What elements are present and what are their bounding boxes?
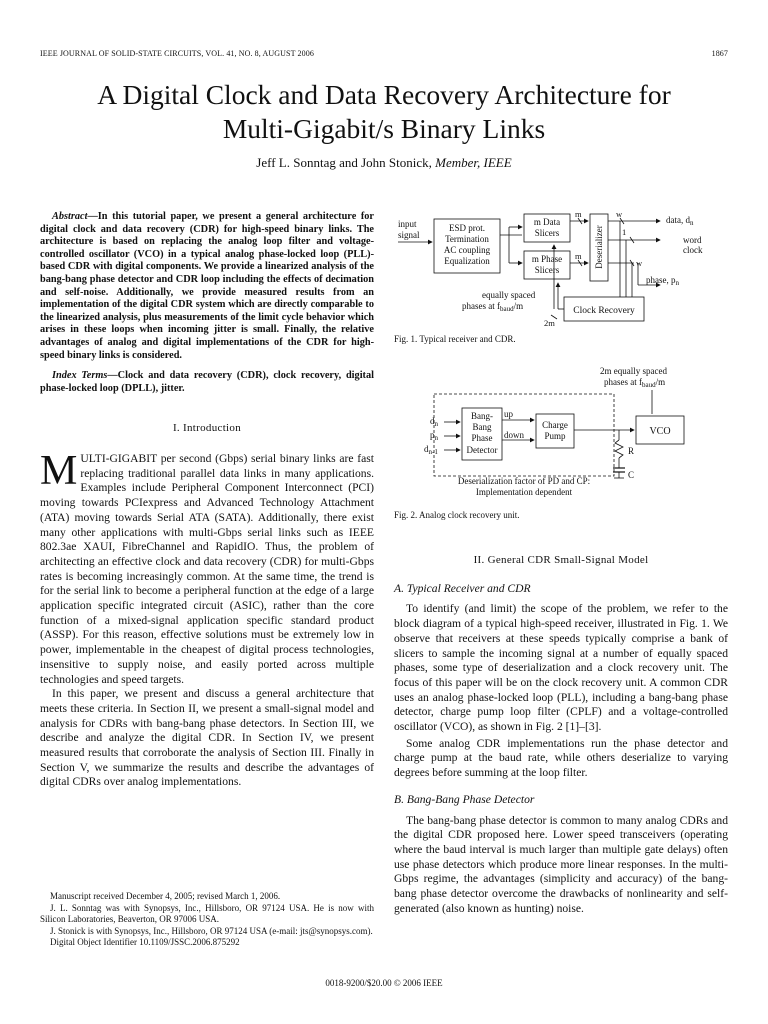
fig2-r: R — [628, 446, 635, 456]
section-2-heading: II. General CDR Small-Signal Model — [473, 554, 649, 566]
subsection-a-paragraph-2: Some analog CDR implementations run the phase detector and charge pump at the baud rate, while others deserialize to varying degrees before summing at the loop filter. — [394, 736, 728, 780]
footnote-received: Manuscript received December 4, 2005; revised March 1, 2006. — [50, 891, 281, 901]
fig2-bbpd-3: Phase — [471, 433, 493, 443]
fig1-out-word-clock-1: word — [683, 235, 702, 245]
fig1-data-slicers-1: m Data — [533, 217, 561, 227]
fig1-deserializer-label: Deserializer — [594, 225, 604, 269]
fig1-bus-m-mid: m — [575, 251, 582, 261]
index-terms-label: Index Terms — [52, 370, 108, 382]
fig1-out-word-clock-2: clock — [683, 245, 703, 255]
title-line-1: A Digital Clock and Data Recovery Architecture for — [97, 79, 671, 110]
subsection-b-paragraph-1: The bang-bang phase detector is common to many analog CDRs and the digital CDR proposed here. Lower speed transceivers (operating where the baud interval is much larger than multiple gate delays) often use phase detectors which produce more linear responses. In the multi-Gbps regime, the advantages (simplicity and accuracy) of the bang-bang phase detector overcome the drawbacks of nonlinearity and self-generated (also known as hunting) noise. — [394, 813, 728, 915]
fig1-bus-w-mid: w — [636, 258, 643, 268]
fig1-input-label-2: signal — [398, 230, 420, 240]
fig2-cp-2: Pump — [544, 431, 566, 441]
footnotes — [40, 891, 374, 949]
fig1-phases-at: phases at $f_{baud}/m$ — [462, 301, 524, 313]
intro-paragraph-1 — [40, 448, 374, 687]
fig1-bus-w-top: w — [616, 209, 623, 219]
fig2-top-label-2: phases at $f_{baud}/m$ — [604, 377, 666, 389]
figure-1-diagram — [394, 205, 728, 333]
fig1-esd-3: AC coupling — [443, 245, 491, 255]
authors — [40, 155, 728, 171]
footnote-stonick: J. Stonick is with Synopsys, Inc., Hillsboro, OR 97124 USA (e-mail: jts@synopsys.com). — [50, 925, 373, 936]
fig1-input-label-1: input — [398, 219, 417, 229]
fig1-bus-m-top: m — [575, 209, 582, 219]
fig2-vco-label: VCO — [649, 426, 671, 437]
fig1-bus-2m: 2m — [544, 318, 555, 328]
intro-paragraph-1-text: ULTI-GIGABIT per second (Gbps) serial binary links are fast replacing traditional parallel data links in many applications. Examples include Peripheral Component Interconnect (PCI) moving towards PCIexpress and Advanced Technology Attachment (ATA) moving towards Serial ATA (SATA). Additionally, there exist many other applications with multi-Gbps serial links such as IEEE 802.3ae XAUI, FibreChannel and RapidIO. Thus, the problem of architecting an effective clock and data recovery (CDR) for multi-Gbps rates is becoming increasingly common. At the same time, the trend is for the serial link to become a peripheral function at the edge of a large application specific integrated circuit (ASIC), rather than the core function of a mixed-signal application specific standard product (ASSP). For this reason, effective solutions must be extremely low in power, implementable in the cheapest of digital process technologies, insensitive to supply noise, and easily ported across multiple technologies and speed targets. — [40, 452, 374, 686]
fig1-phase-slicers-2: Slicers — [534, 265, 560, 275]
fig2-dashed-boundary — [434, 394, 614, 476]
author-names: Jeff L. Sonntag and John Stonick, — [256, 155, 432, 170]
fig2-deser-note-1: Deserialization factor of PD and CP: — [457, 476, 591, 486]
fig2-down: down — [504, 430, 524, 440]
fig2-bbpd-2: Bang — [472, 422, 492, 432]
index-terms: Index Terms—Clock and data recovery (CDR), clock recovery, digital phase-locked loop (DPLL), jitter. — [40, 370, 374, 394]
footnote-sonntag: J. L. Sonntag was with Synopsys, Inc., Hillsboro, OR 97124 USA. He is now with Silicon Laboratories, Beaverton, OR 97006 USA. — [40, 902, 374, 924]
fig1-esd-4: Equalization — [444, 256, 490, 266]
drop-cap: M — [40, 448, 78, 495]
fig1-phase-slicers-1: m Phase — [531, 254, 563, 264]
paper-title — [40, 78, 728, 146]
fig1-equally-spaced: equally spaced — [482, 290, 536, 300]
fig2-bbpd-1: Bang- — [471, 411, 493, 421]
fig2-in-p: $p_n$ — [430, 430, 438, 442]
fig1-bus-1: 1 — [622, 227, 627, 237]
abstract-label: Abstract — [52, 211, 88, 222]
abstract: Abstract—In this tutorial paper, we present a general architecture for digital clock and data recovery (CDR) for high-speed binary links. The architecture is based on replacing the analog loop filter and voltage-controlled oscillator (VCO) in a typical analog phase-locked loop (PLL)-based CDR with digital components. We provide a linearized analysis of the bang-bang phase detector and CDR loop including the effects of decimation and self-noise. Additionally, we provide measured results from an implementation of the digital CDR system which are directly comparable to the linearized analysis, plus measurements of the limit cycle behavior which arises in these loops when incoming jitter is small. Finally, the relative advantages of analog and digital implementations of the CDR for high-speed binary links is considered. — [40, 211, 374, 361]
fig2-top-label-1: 2m equally spaced — [600, 366, 667, 376]
fig2-bbpd-4: Detector — [466, 445, 498, 455]
figure-2-caption: Fig. 2. Analog clock recovery unit. — [394, 510, 520, 520]
fig1-data-slicers-2: Slicers — [534, 228, 560, 238]
left-column — [40, 211, 374, 790]
section-1-heading: I. Introduction — [172, 422, 242, 435]
fig1-out-data: data, $d_n$ — [666, 215, 694, 227]
figure-2-diagram — [394, 362, 728, 502]
fig1-esd-2: Termination — [445, 234, 489, 244]
footnote-doi: Digital Object Identifier 10.1109/JSSC.2006.875292 — [50, 937, 240, 947]
fig2-in-d: $d_n$ — [430, 416, 438, 428]
right-column — [394, 553, 728, 916]
intro-paragraph-2: In this paper, we present and discuss a general architecture that meets these criteria. In Section II, we present a small-signal model and analysis for CDRs with bang-bang phase detectors. In Section III, we describe and analyze the digital CDR. In Section IV, we present measured results that corroborate the analysis of Section III. Finally in Section V, we summarize the results and describe the advantages of digital CDRs over analog implementations. — [40, 687, 374, 789]
subsection-b-heading: B. Bang-Bang Phase Detector — [394, 792, 535, 806]
fig2-c: C — [628, 470, 635, 480]
fig1-clock-recovery-label: Clock Recovery — [573, 306, 635, 316]
running-header: IEEE JOURNAL OF SOLID-STATE CIRCUITS, VOL. 41, NO. 8, AUGUST 2006 — [40, 49, 314, 58]
fig2-cp-1: Charge — [542, 420, 568, 430]
abstract-text: In this tutorial paper, we present a general architecture for digital clock and data recovery (CDR) for high-speed binary links. The architecture is based on replacing the analog loop filter and voltage-controlled oscillator (VCO) in a typical analog phase-locked loop (PLL)-based CDR with digital components. We provide a linearized analysis of the bang-bang phase detector and CDR loop including the effects of decimation and self-noise. Additionally, we provide measured results from an implementation of the digital CDR system which are directly comparable to the linearized analysis, plus measurements of the limit cycle behavior which arises in these loops when incoming jitter is small. Finally, the relative advantages of analog and digital implementations of the CDR for high-speed binary links is considered. — [40, 211, 374, 361]
figure-1-caption: Fig. 1. Typical receiver and CDR. — [394, 334, 516, 344]
fig2-up: up — [504, 409, 513, 419]
fig1-esd-1: ESD prot. — [449, 223, 485, 233]
fig2-in-dm1: $d_{n-1}$ — [424, 444, 438, 456]
author-membership: Member, IEEE — [435, 155, 512, 170]
title-line-2: Multi-Gigabit/s Binary Links — [222, 113, 546, 144]
index-terms-text: Clock and data recovery (CDR), clock recovery, digital phase-locked loop (DPLL), jitter. — [40, 370, 374, 394]
fig2-deser-note-2: Implementation dependent — [475, 487, 573, 497]
subsection-a-heading: A. Typical Receiver and CDR — [394, 581, 531, 595]
fig1-out-phase: phase, $p_n$ — [646, 275, 679, 287]
subsection-a-paragraph-1: To identify (and limit) the scope of the problem, we refer to the block diagram of a typical high-speed receiver, illustrated in Fig. 1. We observe that receivers at these speeds typically comprise a bank of slicers to sample the incoming signal at a number of equally spaced phases, some type of deserialization and a clock recovery unit. The focus of this paper will be on the clock recovery unit. A common CDR uses an analog phase-locked loop (PLL), including a bang-bang phase detector, charge pump loop filter (CPLF) and a voltage-controlled oscillator (VCO), as shown in Fig. 2 [1]–[3]. — [394, 602, 728, 734]
page-number: 1867 — [711, 49, 728, 58]
footer-copyright: 0018-9200/$20.00 © 2006 IEEE — [325, 978, 443, 988]
